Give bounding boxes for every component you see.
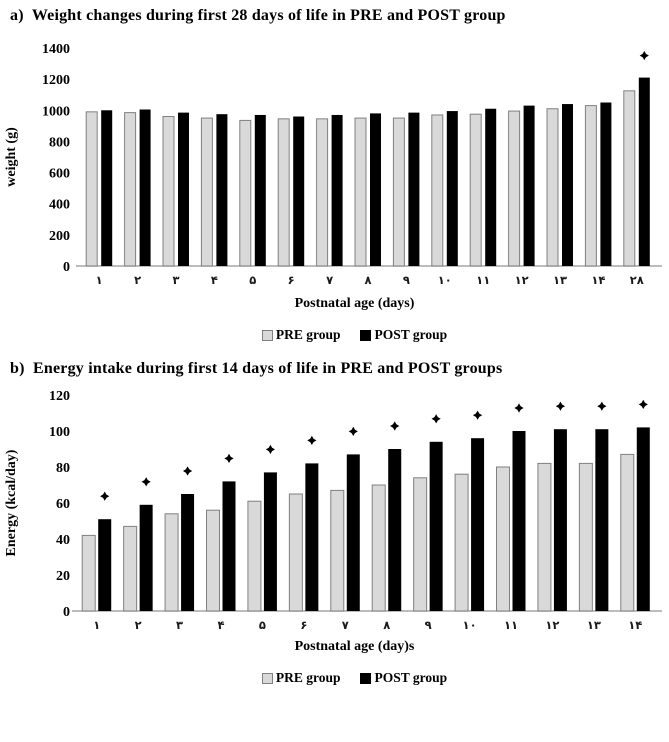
svg-text:۴: ۴ bbox=[210, 273, 218, 287]
pre-swatch-icon bbox=[262, 673, 273, 684]
svg-text:1200: 1200 bbox=[42, 73, 70, 89]
svg-text:۱۴: ۱۴ bbox=[591, 273, 606, 287]
svg-text:۹: ۹ bbox=[402, 273, 410, 287]
svg-text:80: 80 bbox=[56, 461, 70, 476]
post-swatch-icon bbox=[360, 673, 371, 684]
svg-text:۴: ۴ bbox=[217, 618, 225, 632]
svg-text:۱۳: ۱۳ bbox=[586, 618, 601, 632]
post-swatch-icon bbox=[360, 330, 371, 341]
svg-text:۶: ۶ bbox=[300, 618, 308, 632]
svg-text:۲: ۲ bbox=[134, 273, 142, 287]
chart-a-legend bbox=[40, 327, 669, 343]
pre-legend-label: PRE group bbox=[275, 670, 341, 685]
svg-text:۱۳: ۱۳ bbox=[552, 273, 568, 287]
svg-text:۱۰: ۱۰ bbox=[462, 618, 477, 632]
svg-text:۳: ۳ bbox=[176, 618, 184, 632]
legend-item-post bbox=[360, 670, 447, 686]
pre-swatch-icon bbox=[262, 330, 273, 341]
svg-text:۱: ۱ bbox=[93, 618, 101, 632]
svg-text:۱۴: ۱۴ bbox=[628, 618, 643, 632]
svg-text:۱۰: ۱۰ bbox=[437, 273, 452, 287]
svg-text:۳: ۳ bbox=[172, 273, 180, 287]
svg-text:600: 600 bbox=[49, 166, 70, 182]
post-legend-label: POST group bbox=[374, 670, 448, 685]
post-legend-label: POST group bbox=[374, 327, 448, 342]
svg-text:۷: ۷ bbox=[326, 273, 334, 287]
svg-text:۵: ۵ bbox=[249, 273, 257, 287]
chart-b-title: b) Energy intake during first 14 days of life in PRE and POST groups bbox=[10, 360, 503, 377]
svg-text:100: 100 bbox=[49, 425, 70, 440]
svg-text:0: 0 bbox=[63, 605, 70, 620]
svg-text:۱۲: ۱۲ bbox=[514, 273, 529, 287]
chart-a bbox=[0, 0, 669, 343]
chart-a-xaxis-title: Postnatal age (days) bbox=[294, 296, 415, 311]
svg-text:۸: ۸ bbox=[383, 618, 391, 632]
svg-text:۵: ۵ bbox=[258, 618, 266, 632]
svg-text:Energy (kcal/day): Energy (kcal/day) bbox=[4, 449, 19, 557]
svg-text:400: 400 bbox=[49, 197, 70, 213]
svg-text:1400: 1400 bbox=[42, 42, 70, 57]
svg-text:۱۱: ۱۱ bbox=[476, 273, 491, 287]
svg-text:۲: ۲ bbox=[134, 618, 142, 632]
chart-b-xaxis-title: Postnatal age (day)s bbox=[294, 639, 415, 654]
legend-item-pre bbox=[262, 327, 341, 343]
chart-b-plot bbox=[0, 381, 669, 639]
legend-item-pre bbox=[262, 670, 341, 686]
chart-a-title: a) Weight changes during first 28 days of life in PRE and POST group bbox=[10, 7, 506, 24]
svg-text:۷: ۷ bbox=[341, 618, 349, 632]
svg-text:200: 200 bbox=[49, 228, 70, 244]
svg-text:800: 800 bbox=[49, 135, 70, 151]
svg-text:۸: ۸ bbox=[364, 273, 372, 287]
legend-item-post bbox=[360, 327, 447, 343]
svg-text:۶: ۶ bbox=[287, 273, 295, 287]
svg-text:0: 0 bbox=[63, 260, 70, 275]
chart-b bbox=[0, 353, 669, 686]
svg-text:20: 20 bbox=[56, 569, 70, 584]
pre-legend-label: PRE group bbox=[275, 327, 341, 342]
svg-text:40: 40 bbox=[56, 533, 70, 548]
svg-text:120: 120 bbox=[49, 389, 70, 404]
svg-text:weight (g): weight (g) bbox=[4, 127, 19, 187]
chart-b-legend bbox=[40, 670, 669, 686]
chart-a-plot bbox=[0, 28, 669, 296]
svg-text:۱: ۱ bbox=[95, 273, 103, 287]
svg-text:۹: ۹ bbox=[424, 618, 432, 632]
svg-text:1000: 1000 bbox=[42, 104, 70, 120]
svg-text:60: 60 bbox=[56, 497, 70, 512]
svg-text:۱۲: ۱۲ bbox=[545, 618, 560, 632]
svg-text:۲۸: ۲۸ bbox=[629, 273, 644, 287]
svg-text:۱۱: ۱۱ bbox=[503, 618, 519, 632]
